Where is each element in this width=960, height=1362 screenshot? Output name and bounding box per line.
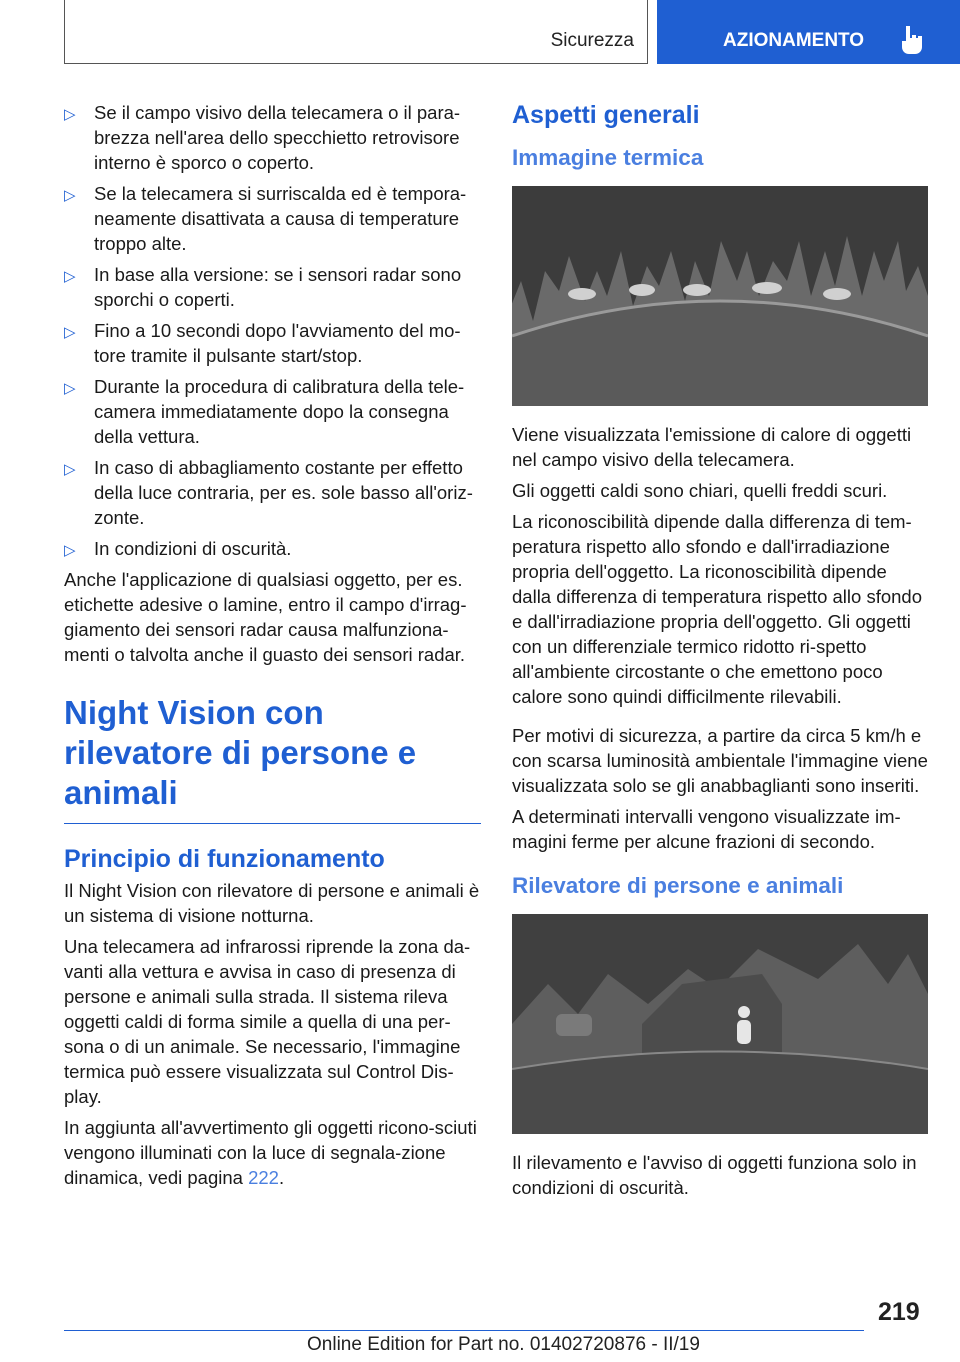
header-chapter-tab[interactable] (657, 0, 960, 64)
page-number: 219 (878, 1298, 920, 1326)
header-section-label: Sicurezza (550, 30, 634, 51)
bullet-triangle-icon: ▷ (64, 106, 76, 123)
bullet-triangle-icon: ▷ (64, 324, 76, 341)
page-reference-link[interactable]: 222 (248, 1167, 279, 1188)
heading-divider (64, 823, 481, 824)
bullet-triangle-icon: ▷ (64, 268, 76, 285)
paragraph: Una telecamera ad infrarossi riprende la zona da-vanti alla vettura e avvisa in caso di presenza di persone e animali sulla strada. Il sistema rileva oggetti caldi di forma simile a quella di una per-sona o di un animale. Se necessario, l'immagine termica può essere visualizzata sul Control Dis-play. (64, 936, 471, 1107)
bullet-triangle-icon: ▷ (64, 380, 76, 397)
pedestrian-detection-figure (512, 914, 928, 1134)
paragraph: Viene visualizzata l'emissione di calore di oggetti nel campo visivo della telecamera. (512, 424, 912, 470)
list-item: ▷ Se la telecamera si surriscalda ed è tempora-neamente disattivata a causa di temperature troppo alte. (64, 183, 467, 254)
bullet-triangle-icon: ▷ (64, 187, 76, 204)
footer-divider (64, 1330, 864, 1331)
bullet-triangle-icon: ▷ (64, 461, 76, 478)
footer-edition: Online Edition for Part no. 01402720876 - II/19 (307, 1334, 700, 1355)
pointing-hand-icon (898, 24, 926, 54)
list-item: ▷ In base alla versione: se i sensori radar sono sporchi o coperti. (64, 264, 462, 310)
section-heading-principle: Principio di funzionamento (64, 845, 385, 873)
subsection-heading-detection: Rilevatore di persone e animali (512, 873, 844, 898)
thermal-image-figure (512, 186, 928, 406)
list-item: ▷ Durante la procedura di calibratura della tele-camera immediatamente dopo la consegna della vettura. (64, 376, 465, 447)
paragraph: A determinati intervalli vengono visualizzate im-magini ferme per alcune frazioni di secondo. (512, 806, 901, 852)
header-chapter-label: AZIONAMENTO (723, 30, 865, 51)
list-item: ▷ In condizioni di oscurità. (64, 536, 481, 561)
paragraph: Per motivi di sicurezza, a partire da circa 5 km/h e con scarsa luminosità ambientale l'immagine viene visualizzata solo se gli anabbaglianti sono inseriti. (512, 725, 928, 796)
bullet-triangle-icon: ▷ (64, 542, 76, 559)
paragraph: In aggiunta all'avvertimento gli oggetti ricono-sciuti vengono illuminati con la luce di segnala-zione dinamica, vedi pagina 222. (64, 1117, 477, 1188)
right-column (512, 100, 928, 1206)
paragraph-radar-note: Anche l'applicazione di qualsiasi oggetto, per es. etichette adesive o lamine, entro il campo d'irrag-giamento dei sensori radar causa malfunziona-menti o talvolta anche il guasto dei sensori radar. (64, 569, 467, 665)
list-item: ▷ Se il campo visivo della telecamera o il para-brezza nell'area dello specchietto retrovisore interno è sporco o coperto. (64, 102, 461, 173)
paragraph: La riconoscibilità dipende dalla differenza di tem-peratura rispetto allo sfondo e dall'irradiazione propria dell'oggetto. La riconoscibilità dipende dalla differenza di temperatura rispetto allo sfondo e dall'irradiazione propria dell'oggetto. Gli oggetti con un differenziale termico ridotto ri-spetto all'ambiente circostante o che emettono poco calore sono quindi difficilmente rilevabili. (512, 511, 922, 707)
bullet-list (64, 100, 481, 561)
paragraph: Il Night Vision con rilevatore di persone e animali è un sistema di visione notturna. (64, 880, 480, 926)
chapter-heading: Night Vision con rilevatore di persone e animali (64, 694, 417, 811)
subsection-heading-thermal: Immagine termica (512, 145, 704, 170)
list-item: ▷ Fino a 10 secondi dopo l'avviamento del mo-tore tramite il pulsante start/stop. (64, 320, 461, 366)
paragraph: Il rilevamento e l'avviso di oggetti funziona solo in condizioni di oscurità. (512, 1152, 917, 1198)
list-item: ▷ In caso di abbagliamento costante per effetto della luce contraria, per es. sole basso all'oriz-zonte. (64, 457, 473, 528)
left-column (64, 100, 481, 1196)
paragraph: Gli oggetti caldi sono chiari, quelli freddi scuri. (512, 480, 888, 501)
section-heading-general: Aspetti generali (512, 101, 700, 129)
